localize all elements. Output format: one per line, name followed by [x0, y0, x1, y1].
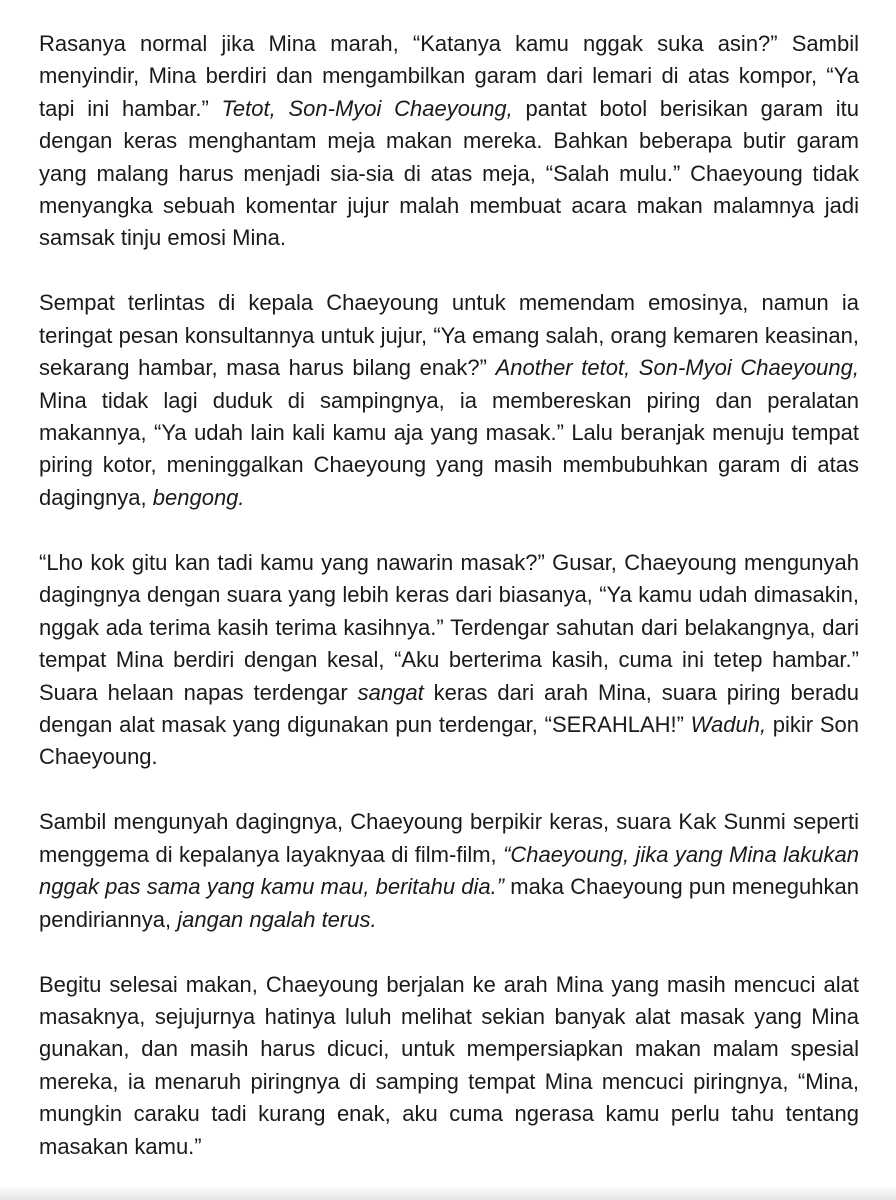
text-run: pantat botol berisikan garam itu dengan keras menghantam meja makan mereka. Bahkan beberapa butir garam yang malang harus menjadi sia-sia di atas meja, “Salah mulu.” Chaeyoung tidak menyangka sebuah komentar jujur malah membuat acara makan malamnya jadi samsak tinju emosi Mina. — [39, 95, 859, 251]
paragraph-2 — [39, 287, 859, 514]
text-run: “Lho kok gitu kan tadi kamu yang nawarin masak?” Gusar, Chaeyoung mengunyah dagingnya dengan suara yang lebih keras dari biasanya, “Ya kamu udah dimasakin, nggak ada terima kasih terima kasihnya.” Terdengar sahutan dari belakangnya, dari tempat Mina berdiri dengan kesal, “Aku berterima kasih, cuma ini tetep hambar.” Suara helaan napas terdengar — [39, 549, 859, 705]
paragraph-3 — [39, 547, 859, 774]
italic-run: Another tetot, Son-Myoi Chaeyoung, — [495, 355, 859, 381]
page-bottom-shade — [0, 1186, 896, 1200]
text-run: Rasanya normal jika Mina marah, “Katanya kamu nggak suka asin?” Sambil menyindir, Mina berdiri dan mengambilkan garam dari lemari di atas kompor, “Ya tapi ini hambar.” — [39, 31, 859, 121]
text-run: maka Chaeyoung pun meneguhkan pendiriannya, — [39, 874, 859, 932]
text-run: Sambil mengunyah dagingnya, Chaeyoung berpikir keras, suara Kak Sunmi seperti menggema di kepalanya layaknyaa di film-film, — [39, 809, 859, 867]
italic-run: “Chaeyoung, jika yang Mina lakukan nggak pas sama yang kamu mau, beritahu dia.” — [39, 841, 859, 900]
text-run: Begitu selesai makan, Chaeyoung berjalan ke arah Mina yang masih mencuci alat masaknya, sejujurnya hatinya luluh melihat sekian banyak alat masak yang Mina gunakan, dan masih harus dicuci, untuk mempersiapkan makan malam spesial mereka, ia menaruh piringnya di samping tempat Mina mencuci piringnya, “Mina, mungkin caraku tadi kurang enak, aku cuma ngerasa kamu perlu tahu tentang masakan kamu.” — [39, 971, 859, 1159]
text-run: Sempat terlintas di kepala Chaeyoung untuk memendam emosinya, namun ia teringat pesan konsultannya untuk jujur, “Ya emang salah, orang kemaren keasinan, sekarang hambar, masa harus bilang enak?” — [39, 290, 859, 381]
italic-run: Tetot, Son-Myoi Chaeyoung, — [221, 95, 513, 121]
text-run: pikir Son Chaeyoung. — [39, 711, 859, 770]
paragraph-5 — [39, 969, 859, 1163]
text-run: keras dari arah Mina, suara piring beradu dengan alat masak yang digunakan pun terdengar, “SERAHLAH!” — [39, 679, 859, 737]
italic-run: Waduh, — [690, 711, 767, 737]
italic-run: jangan ngalah terus. — [177, 906, 377, 932]
text-run: Mina tidak lagi duduk di sampingnya, ia membereskan piring dan peralatan makannya, “Ya udah lain kali kamu aja yang masak.” Lalu beranjak menuju tempat piring kotor, meninggalkan Chaeyoung yang masih membubuhkan garam di atas dagingnya, — [39, 387, 859, 510]
paragraph-1 — [39, 28, 859, 255]
italic-run: sangat — [357, 679, 424, 705]
italic-run: bengong. — [152, 484, 245, 510]
paragraph-4 — [39, 806, 859, 936]
document-page — [39, 28, 859, 1196]
